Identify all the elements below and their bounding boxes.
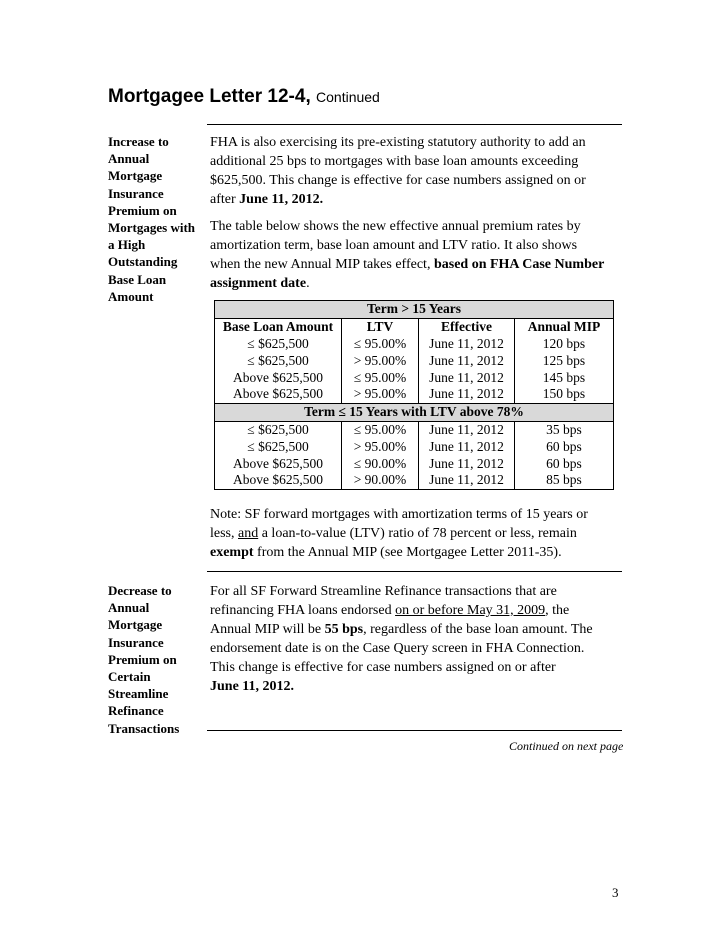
streamline-paragraph: For all SF Forward Streamline Refinance transactions that are refinancing FHA loans endorsed on or before May 31, 2009, the Annual MIP will be 55 bps, regardless of the base loan amount. The endorsement date is on the Case Query screen in FHA Connection. This change is effective for case numbers assigned on or after June 11, 2012. [210,584,593,694]
column-header-annual-mip: Annual MIP [515,318,614,335]
page-title: Mortgagee Letter 12-4, Continued [108,86,380,107]
column-header-base-loan: Base Loan Amount [215,318,342,335]
increase-paragraph: FHA is also exercising its pre-existing statutory authority to add an additional 25 bps to mortgages with base loan amounts exceeding $625,500. This change is effective for case numbers assigned on or after June 11, 2012. [210,135,586,207]
section-divider [207,571,622,572]
table-header-row [215,318,614,335]
table-row: Above $625,500 ≤ 90.00% June 11, 2012 60 bps [215,455,614,472]
table-row: Above $625,500 > 90.00% June 11, 2012 85 bps [215,472,614,489]
page-number: 3 [612,885,619,900]
title-divider [207,124,622,125]
column-header-effective: Effective [419,318,515,335]
continued-label: Continued [316,89,380,105]
column-header-ltv: LTV [342,318,419,335]
exemption-note: Note: SF forward mortgages with amortization terms of 15 years or less, and a loan-to-value (LTV) ratio of 78 percent or less, remain exempt from the Annual MIP (see Mortgagee Letter 2011-35). [210,507,588,560]
table-row: Above $625,500 > 95.00% June 11, 2012 150 bps [215,386,614,403]
annual-mip-table [214,300,614,490]
table-row: ≤ $625,500 ≤ 95.00% June 11, 2012 120 bps [215,336,614,353]
table-row: ≤ $625,500 > 95.00% June 11, 2012 125 bps [215,352,614,369]
sidebar-heading-decrease: Decrease to Annual Mortgage Insurance Premium on Certain Streamline Refinance Transactions [108,583,180,736]
sidebar-heading-increase: Increase to Annual Mortgage Insurance Premium on Mortgages with a High Outstanding Base Loan Amount [108,134,196,304]
table-intro-paragraph: The table below shows the new effective annual premium rates by amortization term, base loan amount and LTV ratio. It also shows when the new Annual MIP takes effect, based on FHA Case Number assignment date. [210,219,605,291]
table-band-row: Term ≤ 15 Years with LTV above 78% [215,403,614,421]
table-band-row: Term > 15 Years [215,301,614,319]
table-row: ≤ $625,500 > 95.00% June 11, 2012 60 bps [215,438,614,455]
table-row: ≤ $625,500 ≤ 95.00% June 11, 2012 35 bps [215,421,614,438]
footer-divider [207,730,622,731]
table-row: Above $625,500 ≤ 95.00% June 11, 2012 145 bps [215,369,614,386]
continued-next-page: Continued on next page [509,739,624,753]
